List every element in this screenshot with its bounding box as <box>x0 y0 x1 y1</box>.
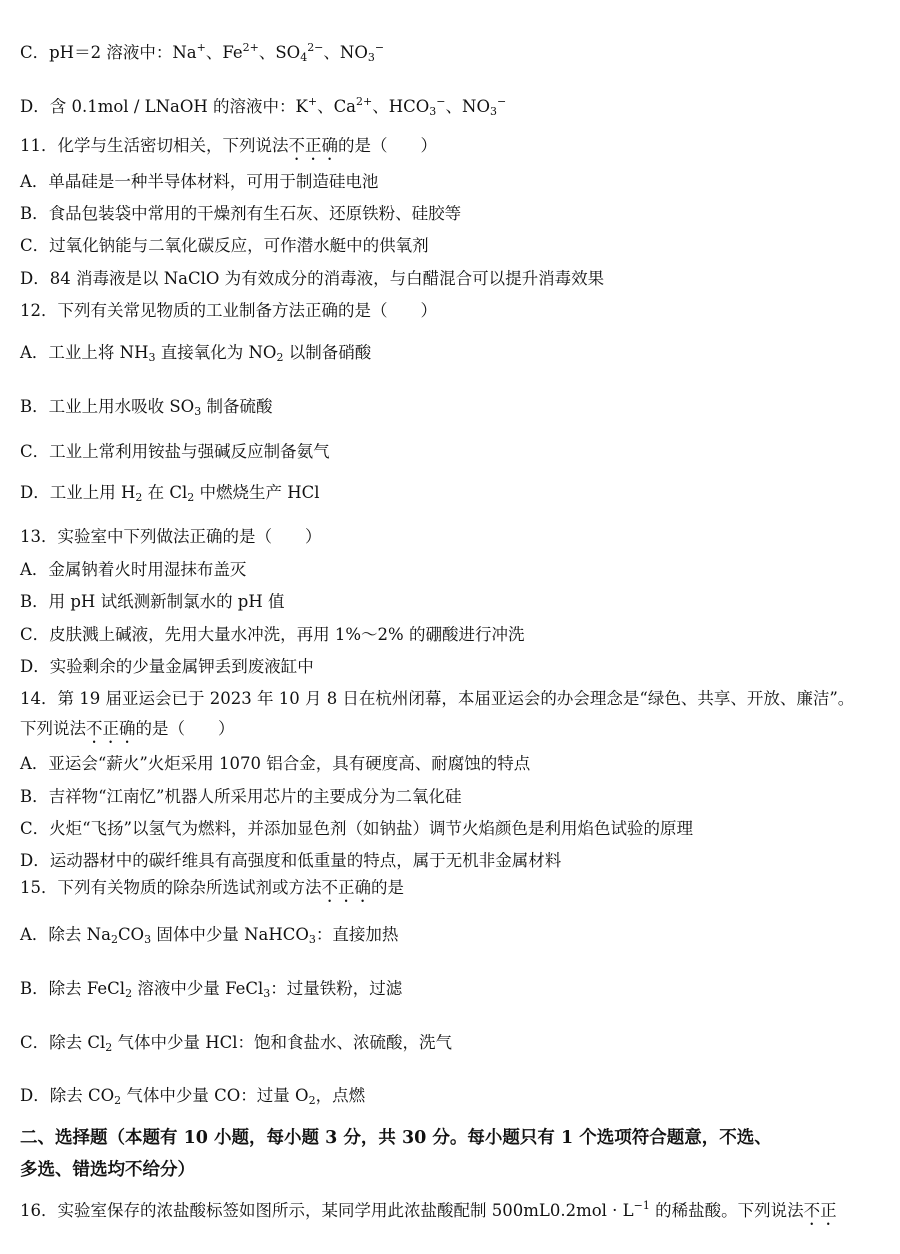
text-line-q13c: C．皮肤溅上碱液，先用大量水冲洗，再用 1%～2% 的硼酸进行冲洗 <box>20 625 525 644</box>
text-line-q16: 16．实验室保存的浓盐酸标签如图所示，某同学用此浓盐酸配制 $500mL0.2mol \cdot L^{-1}$ 的稀盐酸。下列说法不正 <box>20 1199 837 1220</box>
text-line-q14c: C．火炬“飞扬”以氢气为燃料，并添加显色剂（如钠盐）调节火焰颜色是利用焰色试验的原理 <box>20 819 693 838</box>
text-line-q14b: B．吉祥物“江南忆”机器人所采用芯片的主要成分为二氧化硅 <box>20 787 462 806</box>
text-line-q13d: D．实验剩余的少量金属钾丢到废液缸中 <box>20 657 314 676</box>
text-line-sec2b: 多选、错选均不给分） <box>20 1160 195 1180</box>
text-line-q15d: D．除去 $CO_2$ 气体中少量 CO：过量 $O_2$，点燃 <box>20 1086 366 1107</box>
text-line-q12: 12．下列有关常见物质的工业制备方法正确的是（ ） <box>20 301 437 320</box>
text-line-q14d: D．运动器材中的碳纤维具有高强度和低重量的特点，属于无机非金属材料 <box>20 851 562 870</box>
text-line-q11: 11．化学与生活密切相关，下列说法不正确的是（ ） <box>20 136 437 155</box>
text-line-q12d: D．工业上用 $H_2$ 在 $Cl_2$ 中燃烧生产 HCl <box>20 483 320 504</box>
text-line-sec2a: 二、选择题（本题有 10 小题，每小题 3 分，共 30 分。每小题只有 1 个选项符合题意，不选、 <box>20 1128 772 1148</box>
text-line-q15: 15．下列有关物质的除杂所选试剂或方法不正确的是 <box>20 878 404 897</box>
text-line-q10d: D．含 0.1mol / LNaOH 的溶液中：K+、$Ca^{2+}$、$HCO_3^-$、$NO_3^-$ <box>20 95 507 118</box>
text-line-q11d: D．84 消毒液是以 NaClO 为有效成分的消毒液，与白醋混合可以提升消毒效果 <box>20 269 605 288</box>
text-line-q12c: C．工业上常利用铵盐与强碱反应制备氨气 <box>20 442 330 461</box>
text-line-q14s: 下列说法不正确的是（ ） <box>20 719 235 738</box>
text-line-q12b: B．工业上用水吸收 $SO_3$ 制备硫酸 <box>20 397 273 418</box>
text-line-q12a: A．工业上将 $NH_3$ 直接氧化为 $NO_2$ 以制备硝酸 <box>20 343 372 364</box>
text-line-q15a: A．除去 $Na_2CO_3$ 固体中少量 NaHCO$_3$：直接加热 <box>20 925 399 946</box>
text-line-q13: 13．实验室中下列做法正确的是（ ） <box>20 527 322 546</box>
text-line-q11b: B．食品包装袋中常用的干燥剂有生石灰、还原铁粉、硅胶等 <box>20 204 462 223</box>
text-line-q14a: A．亚运会“薪火”火炬采用 1070 铝合金，具有硬度高、耐腐蚀的特点 <box>20 754 531 773</box>
text-line-q15b: B．除去 FeCl$_2$ 溶液中少量 FeCl$_3$：过量铁粉，过滤 <box>20 979 403 1000</box>
text-line-q10c: C．pH＝2 溶液中：Na+、$Fe^{2+}$、$SO_4^{2-}$、$NO_3^-$ <box>20 41 385 64</box>
text-line-q11c: C．过氧化钠能与二氧化碳反应，可作潜水艇中的供氧剂 <box>20 236 429 255</box>
text-line-q15c: C．除去 $Cl_2$ 气体中少量 HCl：饱和食盐水、浓硫酸，洗气 <box>20 1033 453 1054</box>
text-line-q11a: A．单晶硅是一种半导体材料，可用于制造硅电池 <box>20 172 379 191</box>
text-line-q13a: A．金属钠着火时用湿抹布盖灭 <box>20 560 247 579</box>
text-line-q14: 14．第 19 届亚运会已于 2023 年 10 月 8 日在杭州闭幕，本届亚运会的办会理念是“绿色、共享、开放、廉洁”。 <box>20 689 855 708</box>
text-line-q13b: B．用 pH 试纸测新制氯水的 pH 值 <box>20 592 285 611</box>
